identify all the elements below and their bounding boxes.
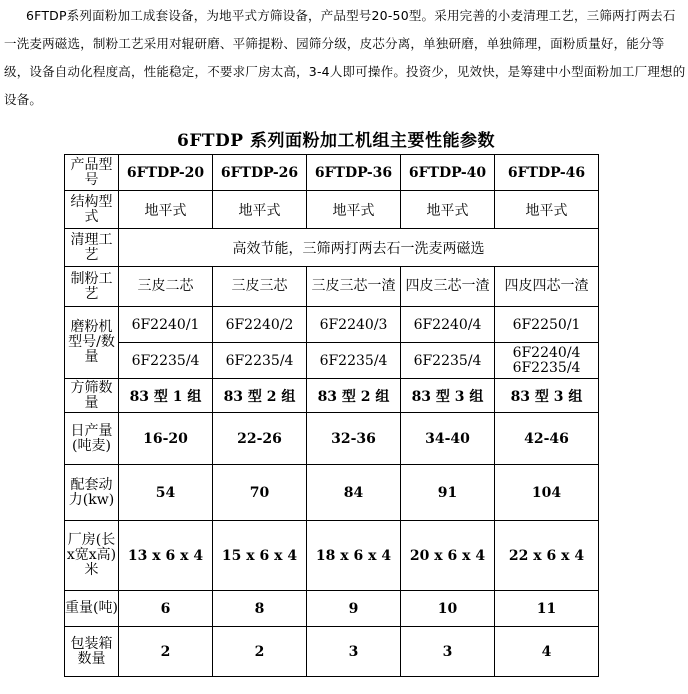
weight-cell: 10	[401, 591, 495, 627]
label-daily-output: 日产量(吨麦)	[65, 413, 119, 465]
sifter-cell: 83 型 3 组	[401, 379, 495, 413]
mill-line: 6F2235/4	[512, 359, 581, 376]
label-boxes: 包装箱数量	[65, 627, 119, 677]
label-weight: 重量(吨)	[65, 591, 119, 627]
output-cell: 32-36	[307, 413, 401, 465]
power-cell: 70	[213, 465, 307, 521]
boxes-cell: 2	[119, 627, 213, 677]
weight-cell: 11	[495, 591, 599, 627]
model-cell: 6FTDP-40	[401, 155, 495, 191]
output-cell: 34-40	[401, 413, 495, 465]
row-building	[65, 521, 599, 591]
structure-cell: 地平式	[119, 191, 213, 229]
label-structure: 结构型式	[65, 191, 119, 229]
boxes-cell: 3	[307, 627, 401, 677]
label-power: 配套动力(kw)	[65, 465, 119, 521]
row-sifter	[65, 379, 599, 413]
sifter-cell: 83 型 2 组	[213, 379, 307, 413]
row-power	[65, 465, 599, 521]
process-cell: 三皮三芯一渣	[307, 267, 401, 307]
weight-cell: 6	[119, 591, 213, 627]
structure-cell: 地平式	[307, 191, 401, 229]
boxes-cell: 2	[213, 627, 307, 677]
row-mill-a	[65, 307, 599, 343]
mill-cell: 6F2235/4	[401, 343, 495, 379]
mill-line: 6F2240/4	[512, 344, 581, 361]
spec-table-section	[64, 128, 598, 677]
building-cell: 22 x 6 x 4	[495, 521, 599, 591]
row-structure	[65, 191, 599, 229]
building-cell: 13 x 6 x 4	[119, 521, 213, 591]
cleaning-cell: 高效节能，三筛两打两去石一洗麦两磁选	[119, 229, 599, 267]
power-cell: 54	[119, 465, 213, 521]
label-cleaning: 清理工艺	[65, 229, 119, 267]
mill-cell: 6F2235/4	[119, 343, 213, 379]
weight-cell: 9	[307, 591, 401, 627]
structure-cell: 地平式	[401, 191, 495, 229]
building-cell: 15 x 6 x 4	[213, 521, 307, 591]
label-milling-process: 制粉工艺	[65, 267, 119, 307]
mill-cell: 6F2240/4	[401, 307, 495, 343]
output-cell: 22-26	[213, 413, 307, 465]
label-building: 厂房(长x宽x高)米	[65, 521, 119, 591]
mill-cell-multi	[495, 343, 599, 379]
mill-cell: 6F2235/4	[213, 343, 307, 379]
sifter-cell: 83 型 3 组	[495, 379, 599, 413]
sifter-cell: 83 型 1 组	[119, 379, 213, 413]
row-cleaning	[65, 229, 599, 267]
model-cell: 6FTDP-20	[119, 155, 213, 191]
output-cell: 16-20	[119, 413, 213, 465]
output-cell: 42-46	[495, 413, 599, 465]
table-title: 6FTDP 系列面粉加工机组主要性能参数	[177, 131, 495, 151]
building-cell: 20 x 6 x 4	[401, 521, 495, 591]
boxes-cell: 3	[401, 627, 495, 677]
power-cell: 104	[495, 465, 599, 521]
label-mill-model: 磨粉机型号/数量	[65, 307, 119, 379]
boxes-cell: 4	[495, 627, 599, 677]
row-model	[65, 155, 599, 191]
structure-cell: 地平式	[213, 191, 307, 229]
row-output	[65, 413, 599, 465]
building-cell: 18 x 6 x 4	[307, 521, 401, 591]
intro-paragraph: 6FTDP系列面粉加工成套设备，为地平式方筛设备，产品型号20-50型。采用完善的小麦清理工艺，三筛两打两去石一洗麦两磁选，制粉工艺采用对辊研磨、平筛提粉、园筛分级，皮芯分离，单独研磨，单独筛理，面粉质量好，能分等级，设备自动化程度高，性能稳定，不要求厂房太高，3-4人即可操作。投资少，见效快，是筹建中小型面粉加工厂理想的设备。	[4, 8, 686, 107]
model-cell: 6FTDP-46	[495, 155, 599, 191]
label-model: 产品型号	[65, 155, 119, 191]
process-cell: 四皮四芯一渣	[495, 267, 599, 307]
row-boxes	[65, 627, 599, 677]
mill-cell: 6F2235/4	[307, 343, 401, 379]
mill-cell: 6F2240/1	[119, 307, 213, 343]
model-cell: 6FTDP-26	[213, 155, 307, 191]
sifter-cell: 83 型 2 组	[307, 379, 401, 413]
process-cell: 四皮三芯一渣	[401, 267, 495, 307]
weight-cell: 8	[213, 591, 307, 627]
process-cell: 三皮二芯	[119, 267, 213, 307]
row-weight	[65, 591, 599, 627]
mill-cell: 6F2240/2	[213, 307, 307, 343]
power-cell: 91	[401, 465, 495, 521]
label-sifter: 方筛数量	[65, 379, 119, 413]
mill-cell: 6F2250/1	[495, 307, 599, 343]
mill-cell: 6F2240/3	[307, 307, 401, 343]
row-mill-b	[65, 343, 599, 379]
process-cell: 三皮三芯	[213, 267, 307, 307]
model-cell: 6FTDP-36	[307, 155, 401, 191]
structure-cell: 地平式	[495, 191, 599, 229]
row-process	[65, 267, 599, 307]
power-cell: 84	[307, 465, 401, 521]
spec-table	[64, 154, 599, 677]
